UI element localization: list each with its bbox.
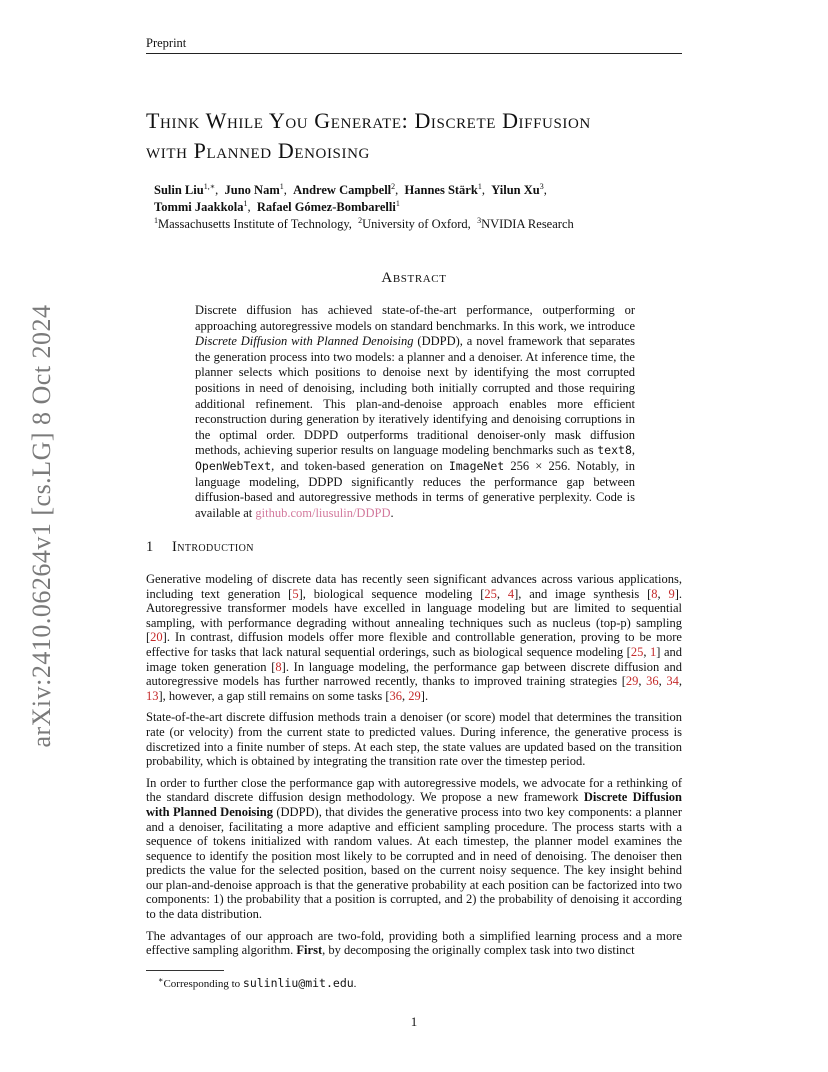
section-number: 1: [146, 539, 154, 555]
title-line-1: Think While You Generate: Discrete Diffusion: [146, 108, 591, 133]
author-name: Tommi Jaakkola: [154, 200, 244, 214]
citation-link[interactable]: 25: [630, 644, 644, 659]
emphasis-first: First: [296, 943, 323, 958]
paragraph: The advantages of our approach are two-fold, providing both a simplified learning process and a more effective sampling algorithm. First, by decomposing the originally complex task into two distinct: [146, 928, 682, 958]
affiliations: [154, 216, 674, 233]
author-affiliation-mark: 3: [539, 181, 544, 191]
citation-link[interactable]: 29: [408, 688, 421, 703]
footnote-mark: ∗: [158, 975, 164, 985]
dataset-code: OpenWebText: [195, 458, 272, 473]
author-block: [154, 182, 674, 233]
title-line-2: with Planned Denoising: [146, 138, 370, 163]
citation-link[interactable]: 20: [150, 630, 163, 645]
running-header: Preprint: [146, 36, 682, 54]
author-affiliation-mark: 1: [243, 198, 248, 208]
citation-link[interactable]: 8: [275, 659, 282, 674]
section-heading: [146, 539, 254, 556]
author-line-1: Sulin Liu$^{1,∗}$, Juno Nam$^1$, Andrew Campbell$^2$, Hannes Stärk$^1$, Yilun Xu$^3$,: [154, 181, 547, 197]
paper-title: [146, 106, 706, 166]
author-affiliation-mark: 1: [279, 181, 284, 191]
arxiv-sidebar: [20, 296, 64, 756]
citation-link[interactable]: 13: [146, 688, 159, 703]
affiliation-mark: 1: [154, 215, 158, 225]
citation-link[interactable]: 34: [666, 674, 679, 689]
method-name-emphasis: Discrete Diffusion with Planned Denoising: [195, 334, 414, 349]
author-name: Yilun Xu: [491, 183, 540, 197]
footnote: ∗Corresponding to sulinliu@mit.edu.: [158, 975, 357, 990]
author-affiliation-mark: 1: [395, 198, 400, 208]
abstract-heading: Abstract: [381, 270, 447, 286]
paragraph: State-of-the-art discrete diffusion methods train a denoiser (or score) model that determines the transition rate (or velocity) from the current state to predicted values. During inference, the generative process is discretized into a finite number of steps. At each step, the state values are updated based on the transition probability, which is obtained by integrating the transition rate over the timestep period.: [146, 710, 682, 769]
citation-link[interactable]: 29: [625, 674, 639, 689]
citation-link[interactable]: 25: [484, 586, 497, 601]
author-name: Hannes Stärk: [404, 183, 478, 197]
section-title: Introduction: [172, 539, 254, 555]
method-name-bold: Discrete Diffusion with Planned Denoising: [146, 790, 683, 819]
affiliation: Massachusetts Institute of Technology,: [158, 217, 352, 231]
body-text: [146, 572, 682, 965]
citation-link[interactable]: 1: [650, 644, 657, 659]
author-name: Juno Nam: [224, 183, 280, 197]
code-link[interactable]: github.com/liusulin/DDPD: [255, 505, 391, 520]
author-line-2: Tommi Jaakkola$^1$, Rafael Gómez-Bombarelli$^1$: [154, 198, 400, 214]
author-affiliation-mark: 1: [477, 181, 482, 191]
affiliation-mark: 2: [358, 215, 363, 225]
dataset-code: text8: [597, 443, 632, 458]
affiliation: University of Oxford,: [362, 217, 471, 231]
affiliation-mark: 3: [477, 215, 482, 225]
citation-link[interactable]: 36: [389, 688, 403, 703]
arxiv-identifier[interactable]: arXiv:2410.06264v1 [cs.LG] 8 Oct 2024: [27, 304, 56, 748]
author-name: Andrew Campbell: [293, 183, 392, 197]
citation-link[interactable]: 8: [651, 586, 658, 601]
author-name: Sulin Liu: [154, 183, 204, 197]
dataset-code: ImageNet: [448, 458, 505, 473]
citation-link[interactable]: 4: [507, 586, 515, 601]
footnote-rule: [146, 970, 224, 971]
page-number: 1: [410, 1014, 418, 1029]
contact-email[interactable]: sulinliu@mit.edu: [242, 976, 354, 990]
citation-link[interactable]: 36: [646, 674, 659, 689]
abstract-text: Discrete diffusion has achieved state-of-the-art performance, outperforming or approaching autoregressive models on standard benchmarks. In this work, we introduce Discrete Diffusion with Planned Denoising (DDPD), a novel framework that separates the generation process into two models: a planner and a denoiser. At inference time, the planner selects which positions to denoise next by identifying the most corrupted positions in need of denoising, including both initially corrupted and those requiring additional refinement. This plan-and-denoise approach enables more efficient reconstruction during generation by iteratively identifying and denoising corruptions in the optimal order. DDPD outperforms traditional denoiser-only mask diffusion methods, achieving superior results on language modeling benchmarks such as text8, OpenWebText, and token-based generation on ImageNet 256 × 256. Notably, in language modeling, DDPD significantly reduces the performance gap between diffusion-based and autoregressive methods in terms of generative perplexity. Code is available at github.com/liusulin/DDPD.: [195, 303, 636, 520]
author-affiliation-mark: 2: [391, 181, 396, 191]
affiliation: NVIDIA Research: [481, 217, 574, 231]
citation-link[interactable]: 5: [292, 586, 299, 601]
paragraph: Generative modeling of discrete data has recently seen significant advances across various applications, including text generation [5], biological sequence modeling [25, 4], and image synthesis [8, 9]. Autoregressive transformer models have excelled in language modeling but are limited to sequential sampling, with performance degrading without annealing techniques such as nucleus (top-p) sampling [20]. In contrast, diffusion models offer more flexible and controllable generation, proving to be more effective for tasks that lack natural sequential orderings, such as biological sequence modeling [25, 1] and image token generation [8]. In language modeling, the performance gap between discrete diffusion and autoregressive models has further narrowed recently, thanks to improved training strategies [29, 36, 34, 13], however, a gap still remains on some tasks [36, 29].: [146, 572, 683, 703]
author-name: Rafael Gómez-Bombarelli: [256, 200, 396, 214]
paragraph: In order to further close the performance gap with autoregressive models, we advocate for a rethinking of the standard discrete diffusion design methodology. We propose a new framework Discrete Diffusion with Planned Denoising (DDPD), that divides the generative process into two key components: a planner and a denoiser, facilitating a more adaptive and efficient sampling procedure. The process starts with a sequence of tokens initialized with random values. At each timestep, the planner model examines the sequence to identify the position most likely to be corrupted and in need of denoising. The denoiser then predicts the value for the selected position, based on the current noisy sequence. The key insight behind our plan-and-denoise approach is that the generative probability at each position can be factorized into two components: 1) the probability that a position is corrupted, and 2) the probability of denoising it according to the data distribution.: [146, 775, 683, 922]
author-affiliation-mark: 1,∗: [203, 181, 216, 191]
citation-link[interactable]: 9: [668, 586, 675, 601]
